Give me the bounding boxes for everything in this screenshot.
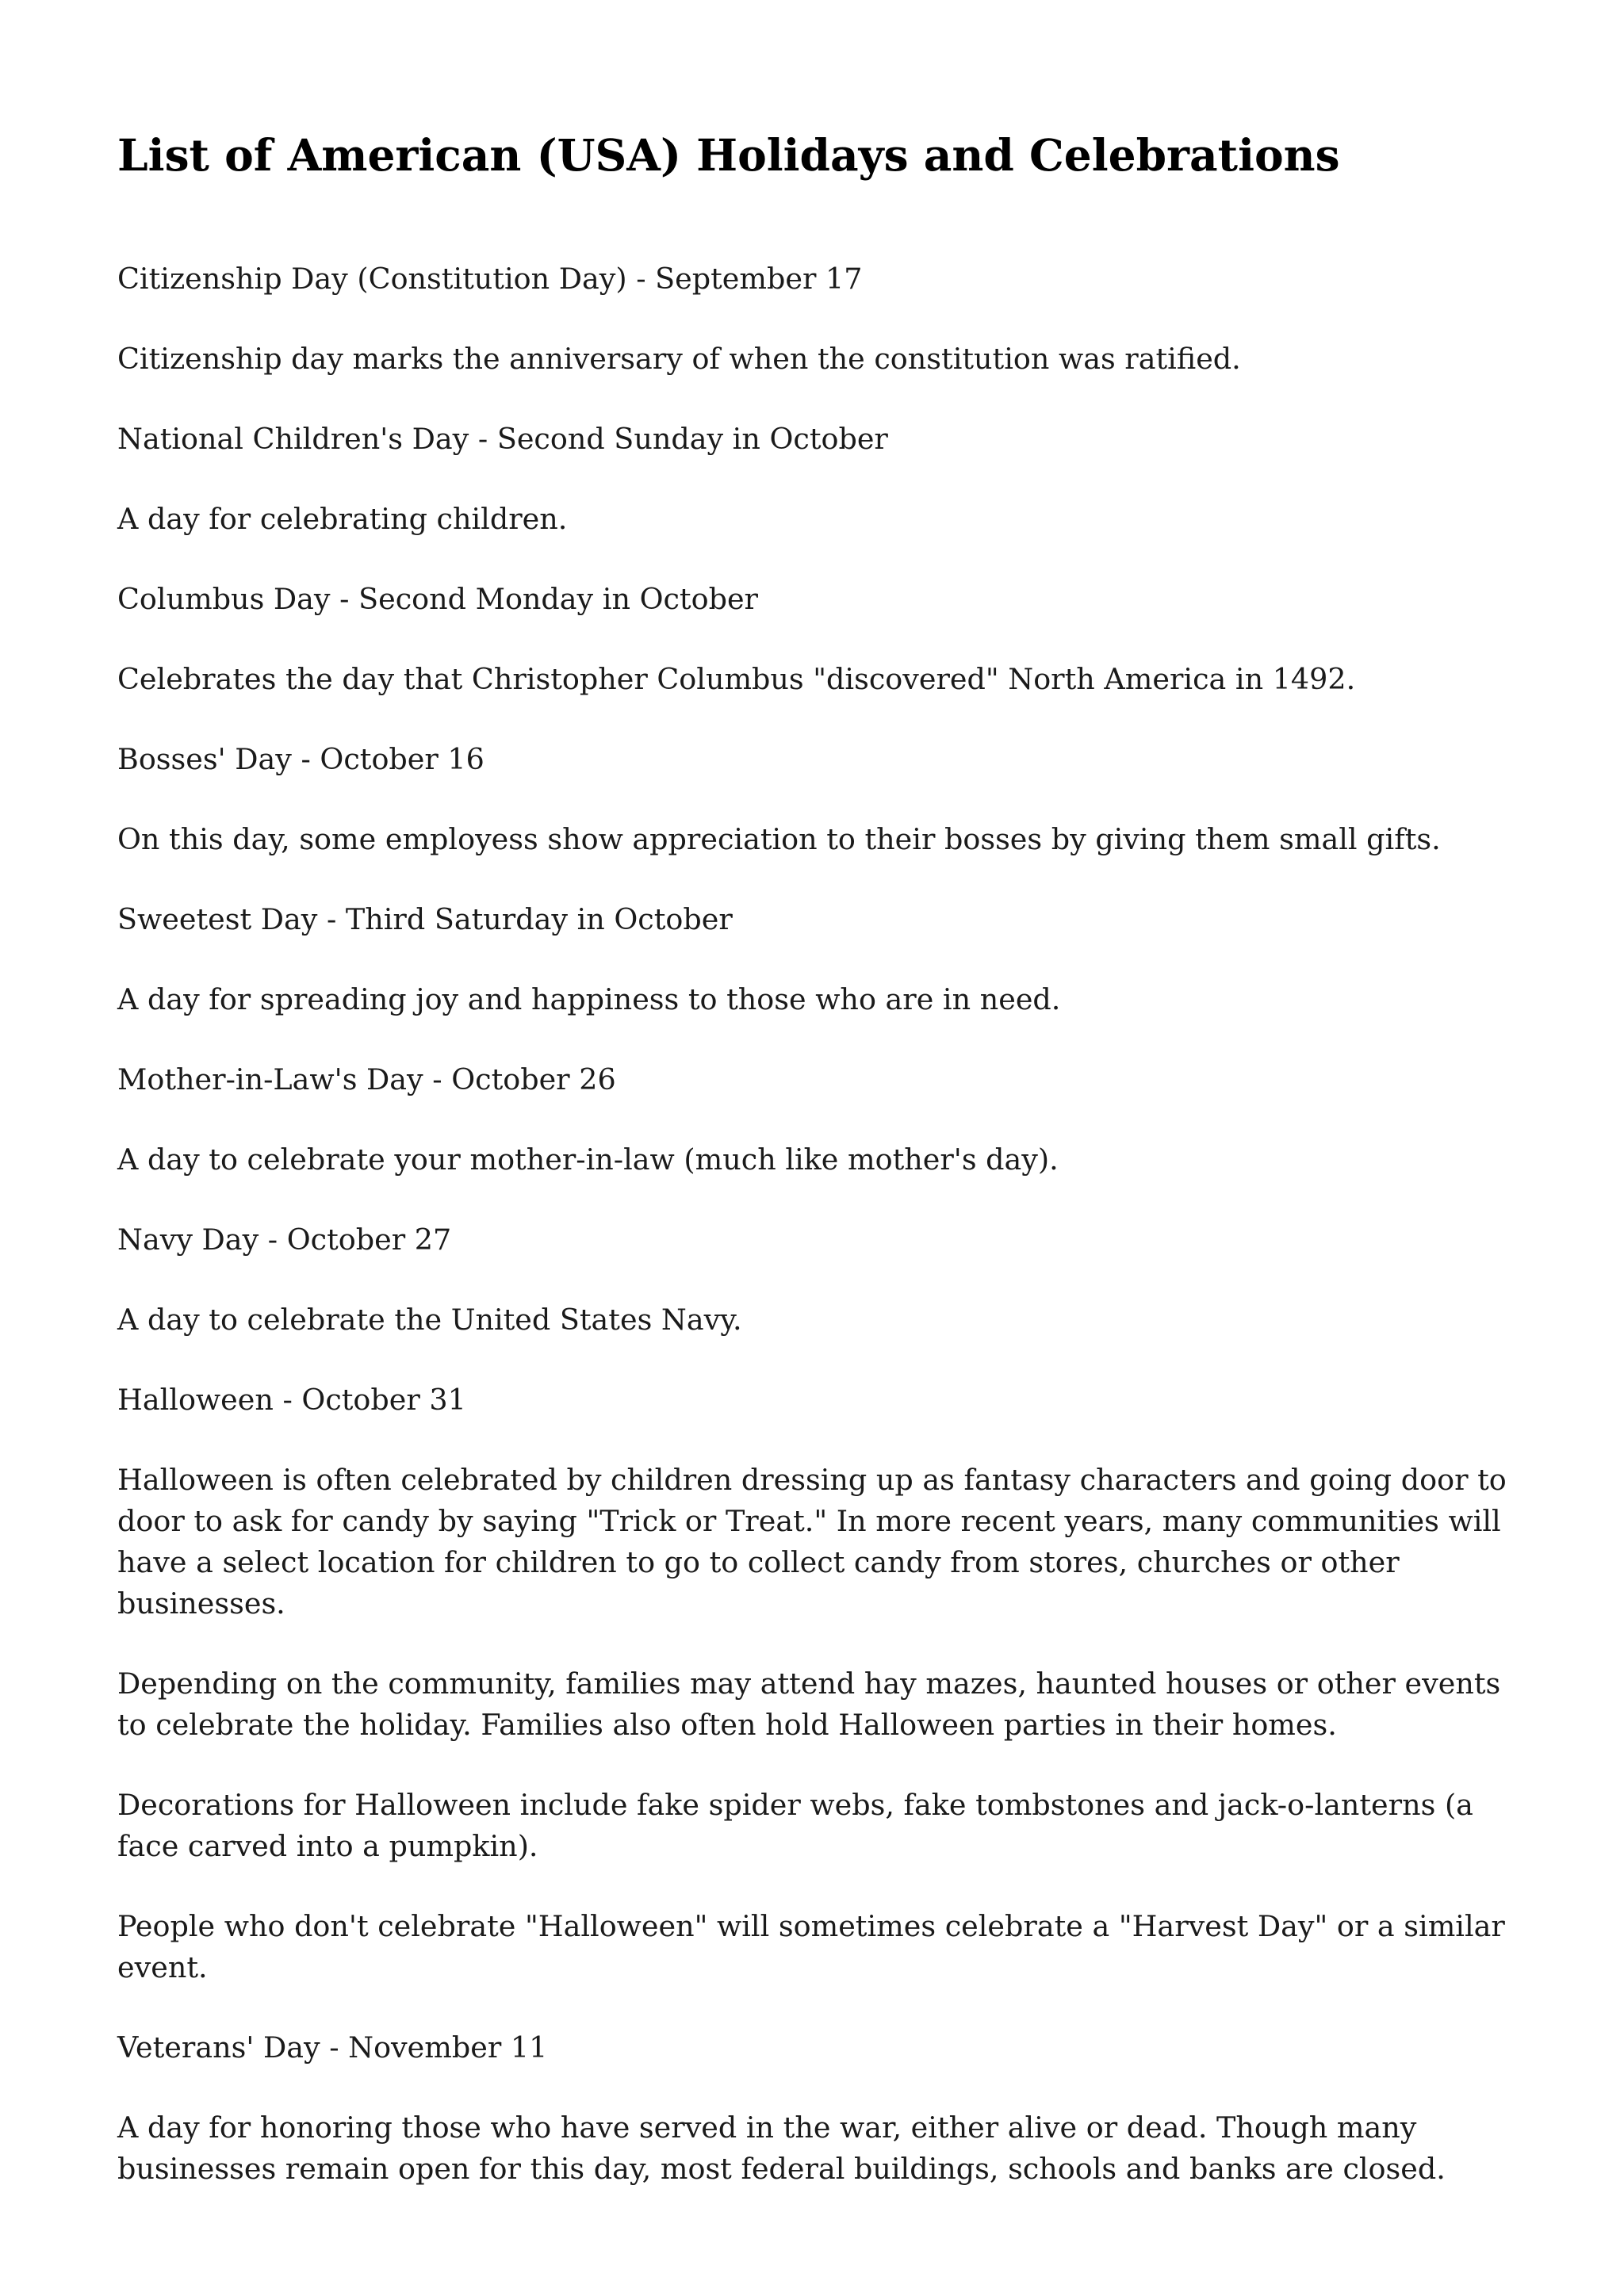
holiday-heading-halloween: Halloween - October 31 bbox=[117, 1383, 466, 1417]
holiday-heading-citizenship-day: Citizenship Day (Constitution Day) - September 17 bbox=[117, 262, 863, 296]
holiday-heading-bosses-day: Bosses' Day - October 16 bbox=[117, 742, 485, 776]
holiday-description-bosses-day: On this day, some employess show appreciation to their bosses by giving them small gifts. bbox=[117, 822, 1441, 856]
holiday-description-halloween-events: Depending on the community, families may attend hay mazes, haunted houses or other events to celebrate the holiday. Families also often hold Halloween parties in their homes. bbox=[117, 1667, 1501, 1742]
holiday-description-veterans-day: A day for honoring those who have served in the war, either alive or dead. Though many businesses remain open for this day, most federal buildings, schools and banks are closed. bbox=[117, 2110, 1446, 2186]
holiday-description-halloween: Halloween is often celebrated by children dressing up as fantasy characters and going door to door to ask for candy by saying "Trick or Treat." In more recent years, many communities will have a select location for children to go to collect candy from stores, churches or other businesses. bbox=[117, 1463, 1507, 1621]
holiday-description-citizenship-day: Citizenship day marks the anniversary of when the constitution was ratified. bbox=[117, 342, 1241, 376]
holiday-description-harvest-day: People who don't celebrate "Halloween" will sometimes celebrate a "Harvest Day" or a similar event. bbox=[117, 1909, 1505, 1984]
page-title: List of American (USA) Holidays and Celebrations bbox=[117, 129, 1340, 181]
holiday-heading-mother-in-law-day: Mother-in-Law's Day - October 26 bbox=[117, 1062, 616, 1096]
holiday-heading-sweetest-day: Sweetest Day - Third Saturday in October bbox=[117, 902, 733, 936]
document-page bbox=[117, 119, 1529, 2229]
holiday-description-mother-in-law-day: A day to celebrate your mother-in-law (much like mother's day). bbox=[117, 1142, 1059, 1177]
holiday-description-childrens-day: A day for celebrating children. bbox=[117, 502, 568, 536]
holiday-description-columbus-day: Celebrates the day that Christopher Columbus "discovered" North America in 1492. bbox=[117, 662, 1356, 696]
holiday-heading-columbus-day: Columbus Day - Second Monday in October bbox=[117, 582, 758, 616]
holiday-heading-navy-day: Navy Day - October 27 bbox=[117, 1223, 452, 1257]
holiday-description-navy-day: A day to celebrate the United States Navy. bbox=[117, 1303, 742, 1337]
holiday-description-sweetest-day: A day for spreading joy and happiness to those who are in need. bbox=[117, 982, 1061, 1016]
holiday-description-halloween-decorations: Decorations for Halloween include fake spider webs, fake tombstones and jack-o-lanterns (a face carved into a pumpkin). bbox=[117, 1788, 1473, 1863]
holiday-heading-childrens-day: National Children's Day - Second Sunday in October bbox=[117, 422, 888, 456]
holiday-heading-veterans-day: Veterans' Day - November 11 bbox=[117, 2030, 548, 2064]
